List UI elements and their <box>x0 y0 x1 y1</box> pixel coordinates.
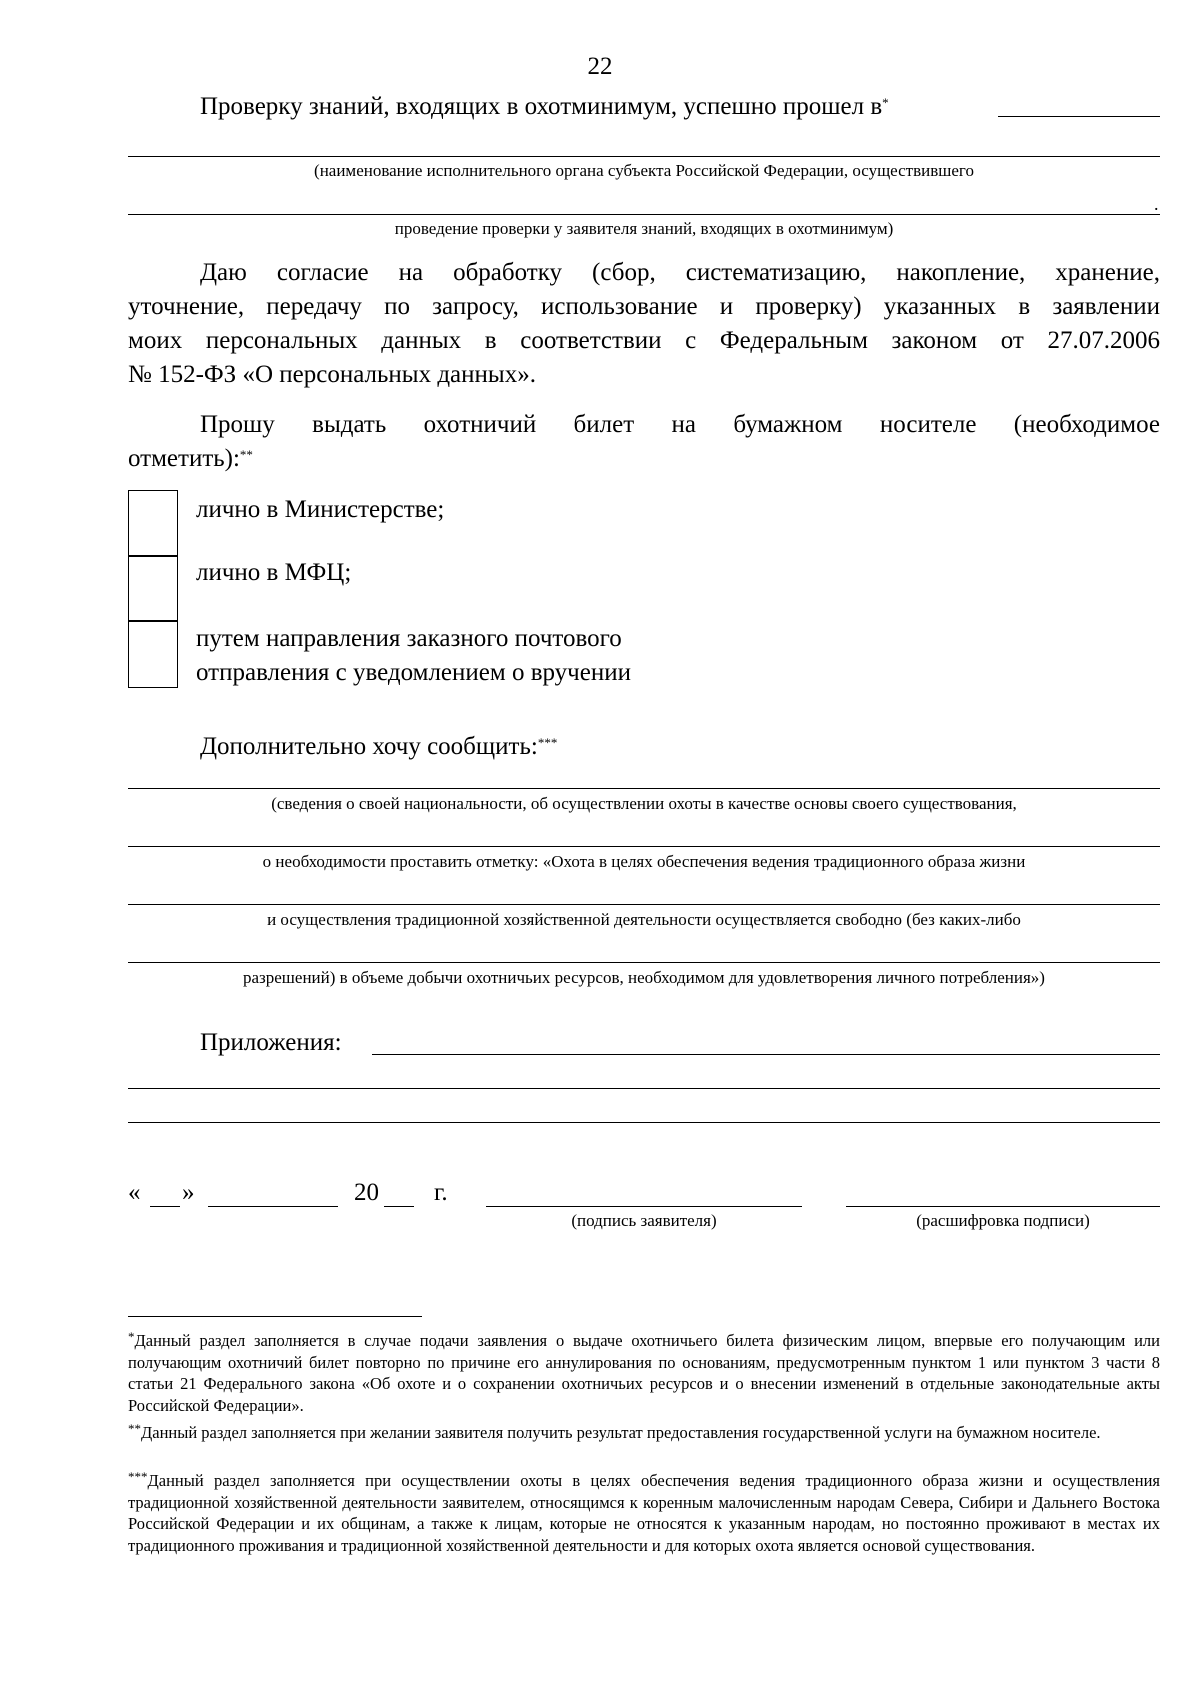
trailing-dot: . <box>1154 194 1159 214</box>
authority-name-field-2[interactable] <box>128 214 1160 215</box>
attachments-label: Приложения: <box>200 1029 342 1056</box>
date-month-field[interactable] <box>208 1206 338 1207</box>
additional-info-field-2[interactable] <box>128 846 1160 847</box>
knowledge-check-text: Проверку знаний, входящих в охотминимум, успешно прошел в <box>200 93 883 120</box>
signature-decode-field[interactable] <box>846 1206 1160 1207</box>
additional-caption-2: о необходимости проставить отметку: «Охота в целях обеспечения ведения традиционного образа жизни <box>262 852 1026 871</box>
option-mfc: лично в МФЦ; <box>196 559 352 586</box>
footnote-2 <box>128 1422 1160 1444</box>
date-close-quote: » <box>182 1179 195 1206</box>
additional-info-label <box>200 730 557 763</box>
additional-caption-3: и осуществления традиционной хозяйственной деятельности осуществляется свободно (без каких-либо <box>267 910 1021 929</box>
footnote-separator <box>128 1316 422 1317</box>
footnote-3-text: Данный раздел заполняется при осуществлении охоты в целях обеспечения ведения традиционного образа жизни и осуществления традиционной хозяйственной деятельности заявителем, относящимся к коренным малочисленным народам Севера, Сибири и Дальнего Востока Российской Федерации и их общинам, а также к лицам, которые не относятся к указанным народам, но постоянно проживают в местах их традиционного проживания и традиционной хозяйственной деятельности и для которых охота является основой существования. <box>128 1471 1160 1555</box>
footnote-1-text: Данный раздел заполняется в случае подачи заявления о выдаче охотничьего билета физическим лицом, впервые его получающим или получающим охотничий билет повторно по причине его аннулирования по основаниям, предусмотренным пунктом 1 или пунктом 3 части 8 статьи 21 Федерального закона «Об охоте и о сохранении охотничьих ресурсов и о внесении изменений в отдельные законодательные акты Российской Федерации». <box>128 1331 1160 1415</box>
option-ministry: лично в Министерстве; <box>196 496 445 523</box>
knowledge-check-label <box>200 90 889 123</box>
footnote-mark: *** <box>537 735 558 750</box>
additional-info-field-4[interactable] <box>128 962 1160 963</box>
footnote-3 <box>128 1470 1160 1556</box>
signature-decode-caption: (расшифровка подписи) <box>916 1211 1090 1230</box>
issue-request-line-2 <box>128 442 253 475</box>
page-number: 22 <box>587 53 613 80</box>
issue-request-line-1: Прошу выдать охотничий билет на бумажном носителе (необходимое <box>200 411 1160 438</box>
option-mail-line-1: путем направления заказного почтового <box>196 625 622 652</box>
checkbox-ministry[interactable] <box>128 490 178 557</box>
authority-name-field-1[interactable] <box>128 156 1160 157</box>
attachments-field-3[interactable] <box>128 1122 1160 1123</box>
checkbox-mfc[interactable] <box>128 555 178 622</box>
footnote-mark: ** <box>239 447 253 462</box>
additional-info-field-3[interactable] <box>128 904 1160 905</box>
authority-caption-2: проведение проверки у заявителя знаний, входящих в охотминимум) <box>394 219 894 238</box>
attachments-field-2[interactable] <box>128 1088 1160 1089</box>
date-year-prefix: 20 <box>354 1179 379 1206</box>
knowledge-check-field[interactable] <box>998 116 1160 117</box>
additional-info-field-1[interactable] <box>128 788 1160 789</box>
additional-caption-4: разрешений) в объеме добычи охотничьих ресурсов, необходимом для удовлетворения личного потребления») <box>243 968 1045 987</box>
footnote-1 <box>128 1330 1160 1416</box>
consent-line-2: уточнение, передачу по запросу, использование и проверку) указанных в заявлении <box>128 293 1160 320</box>
date-year-suffix: г. <box>434 1179 448 1206</box>
checkbox-mail[interactable] <box>128 620 178 688</box>
consent-line-3: моих персональных данных в соответствии с Федеральным законом от 27.07.2006 <box>128 327 1160 354</box>
attachments-field-1[interactable] <box>372 1054 1160 1055</box>
footnote-2-text: Данный раздел заполняется при желании заявителя получить результат предоставления государственной услуги на бумажном носителе. <box>141 1423 1101 1442</box>
footnote-1-mark: * <box>128 1329 135 1344</box>
footnote-mark: * <box>882 95 889 110</box>
footnote-3-mark: *** <box>128 1469 148 1484</box>
date-year-field[interactable] <box>384 1206 414 1207</box>
authority-caption-1: (наименование исполнительного органа субъекта Российской Федерации, осуществившего <box>314 161 974 180</box>
issue-request-text: отметить): <box>128 445 240 472</box>
signature-caption: (подпись заявителя) <box>571 1211 717 1230</box>
date-open-quote: « <box>128 1179 141 1206</box>
footnote-2-mark: ** <box>128 1421 141 1436</box>
additional-caption-1: (сведения о своей национальности, об осуществлении охоты в качестве основы своего существования, <box>271 794 1017 813</box>
consent-line-1: Даю согласие на обработку (сбор, систематизацию, накопление, хранение, <box>200 259 1160 286</box>
date-day-field[interactable] <box>150 1206 180 1207</box>
signature-field[interactable] <box>486 1206 802 1207</box>
additional-info-text: Дополнительно хочу сообщить: <box>200 733 538 760</box>
option-mail-line-2: отправления с уведомлением о вручении <box>196 659 631 686</box>
consent-line-4: № 152-ФЗ «О персональных данных». <box>128 361 536 388</box>
